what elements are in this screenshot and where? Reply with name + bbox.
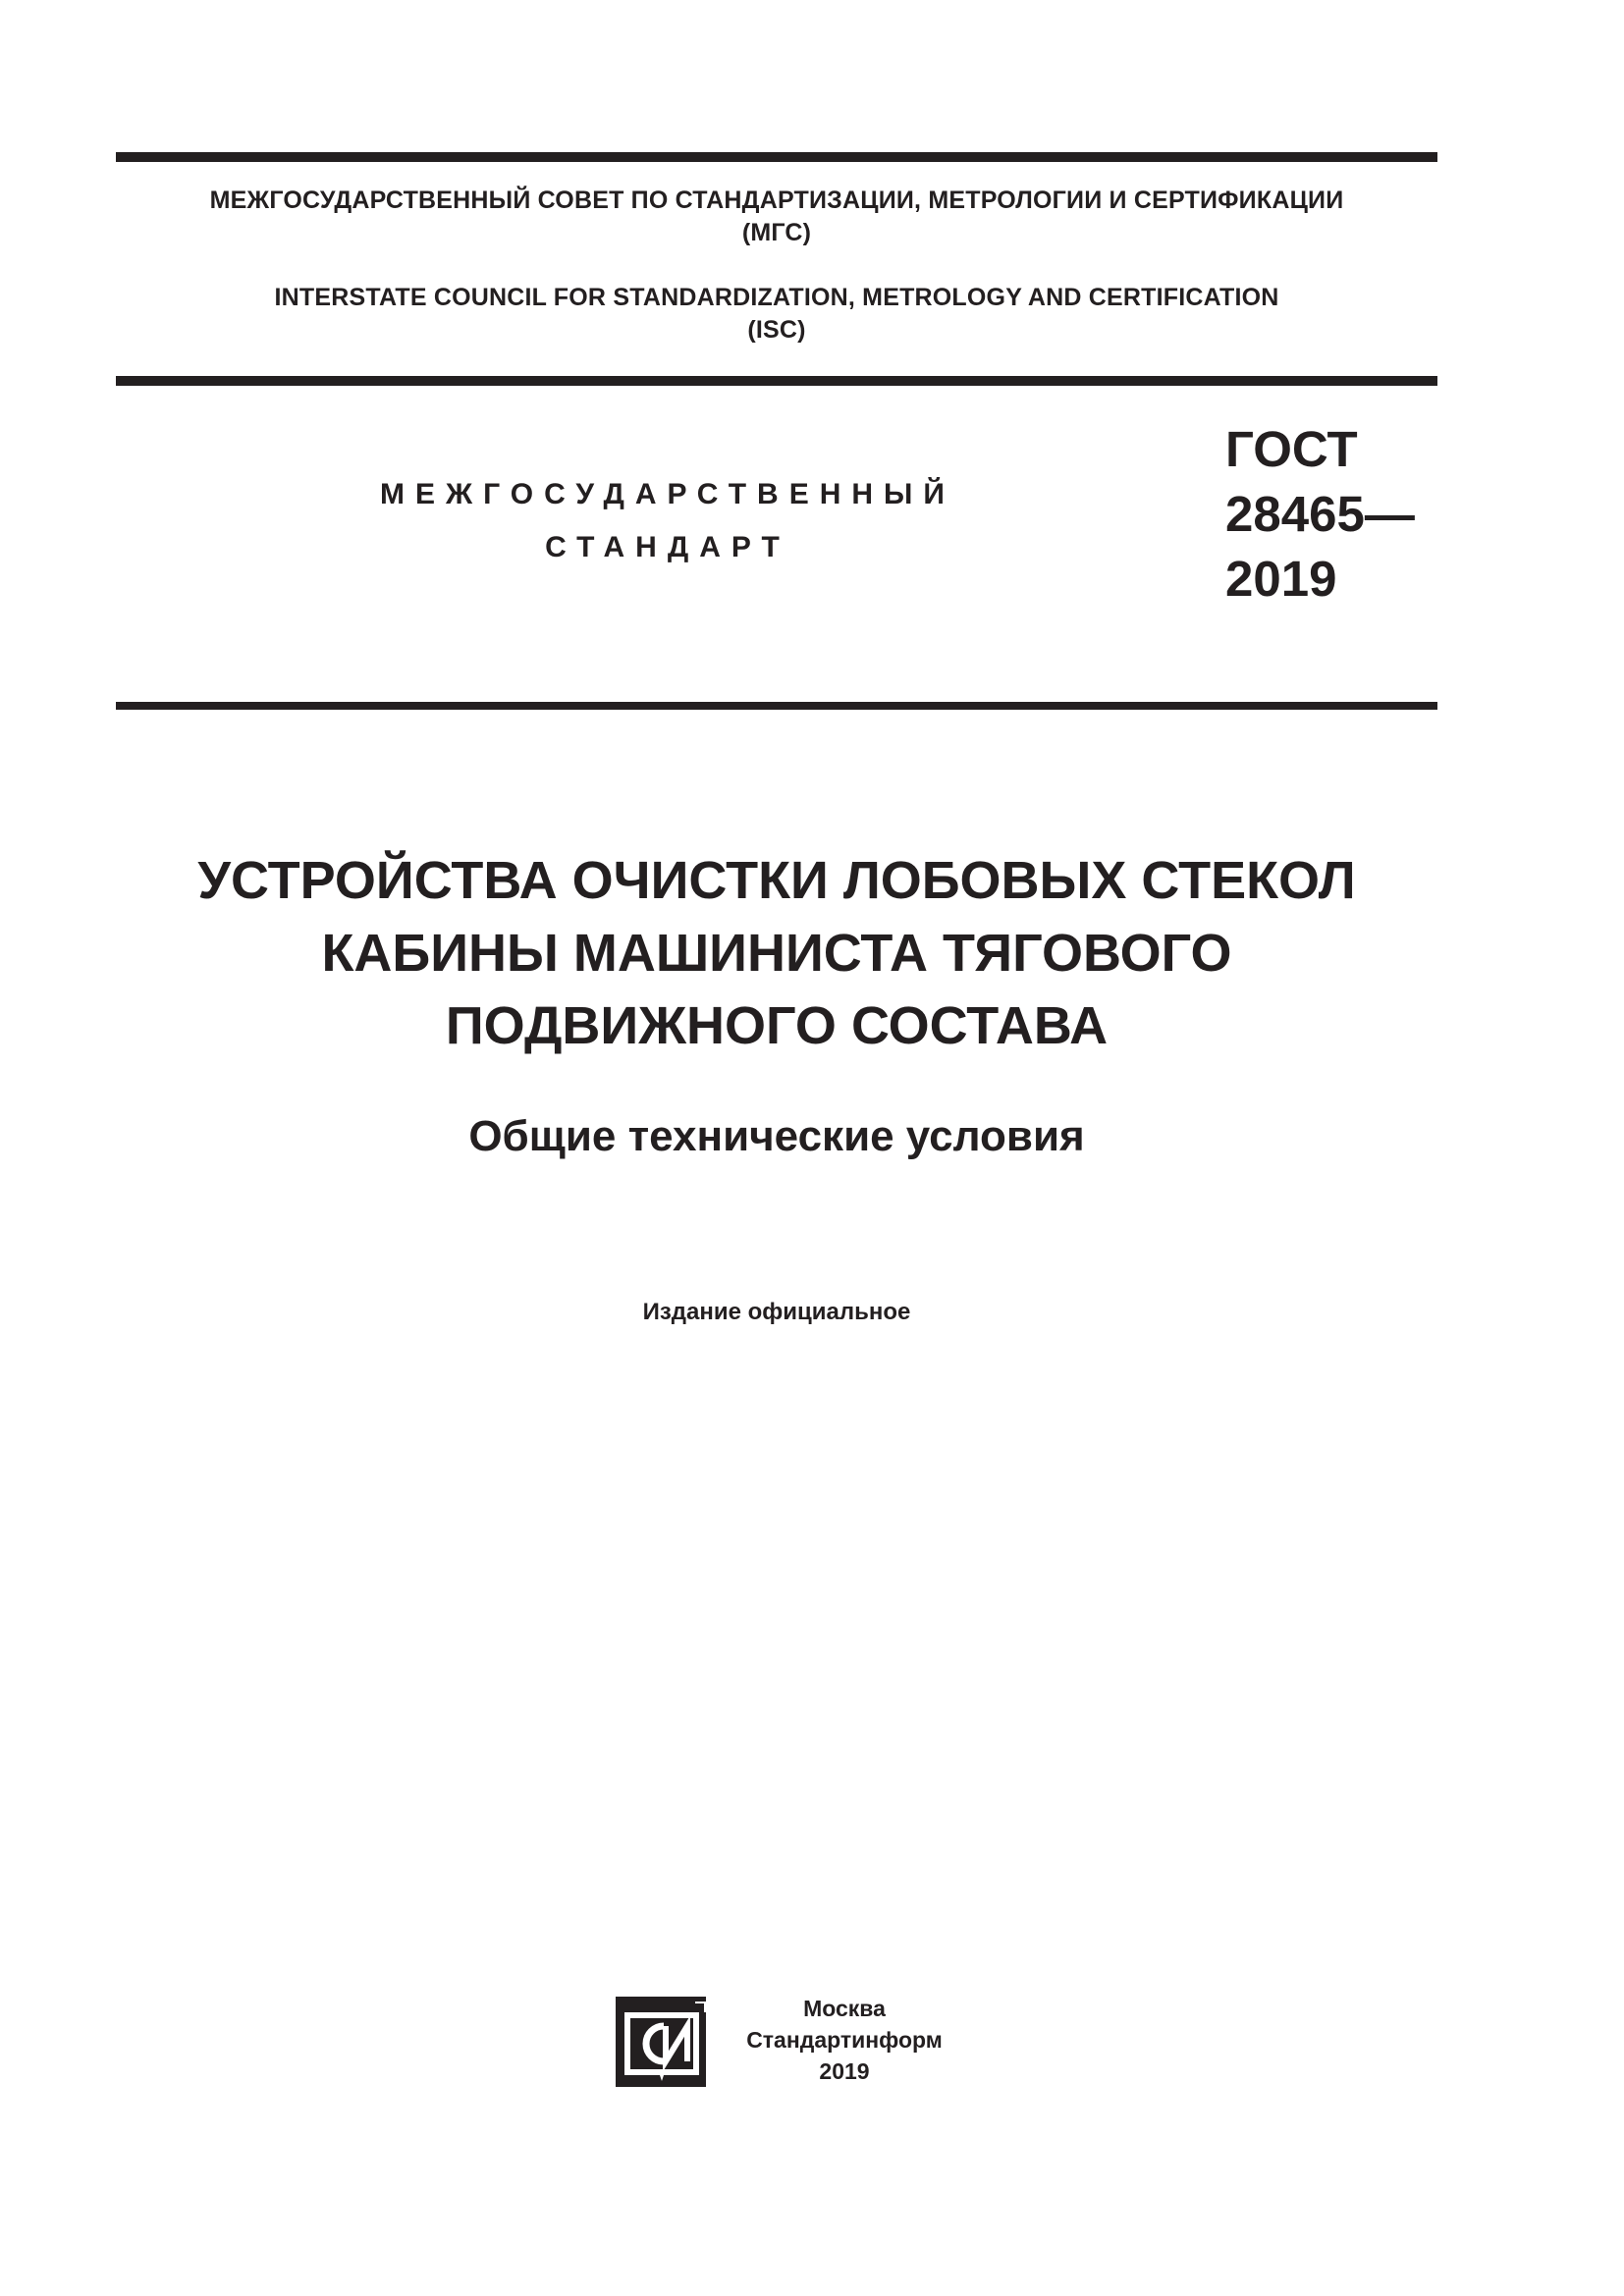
- document-title: [116, 844, 1437, 1062]
- imprint-city: Москва: [803, 1996, 886, 2021]
- standard-type-line1: МЕЖГОСУДАРСТВЕННЫЙ: [380, 478, 955, 510]
- council-ru-abbr: (МГС): [741, 219, 812, 246]
- imprint-year: 2019: [819, 2058, 870, 2084]
- gost-number: 28465—: [1225, 486, 1415, 542]
- standartinform-logo-icon: [613, 1993, 711, 2091]
- edition-note: Издание официальное: [642, 1299, 911, 1325]
- document-subtitle: Общие технические условия: [468, 1112, 1085, 1160]
- council-en-abbr: (ISC): [747, 316, 806, 344]
- title-line1: УСТРОЙСТВА ОЧИСТКИ ЛОБОВЫХ СТЕКОЛ: [197, 851, 1356, 910]
- title-line3: ПОДВИЖНОГО СОСТАВА: [445, 996, 1109, 1055]
- top-rule: [116, 152, 1437, 162]
- middle-rule: [116, 376, 1437, 386]
- gost-designation: [1225, 417, 1415, 612]
- imprint-publisher: Стандартинформ: [746, 2027, 943, 2053]
- council-en-heading: [116, 282, 1437, 347]
- gost-label: ГОСТ: [1225, 421, 1358, 477]
- bottom-rule: [116, 702, 1437, 710]
- council-ru-heading: [116, 185, 1437, 249]
- council-en-name: INTERSTATE COUNCIL FOR STANDARDIZATION, METROLOGY AND CERTIFICATION: [274, 284, 1279, 311]
- standard-type-line2: СТАНДАРТ: [545, 531, 790, 563]
- council-ru-name: МЕЖГОСУДАРСТВЕННЫЙ СОВЕТ ПО СТАНДАРТИЗАЦИИ, МЕТРОЛОГИИ И СЕРТИФИКАЦИИ: [209, 187, 1344, 214]
- title-line2: КАБИНЫ МАШИНИСТА ТЯГОВОГО: [321, 924, 1232, 983]
- gost-year: 2019: [1225, 551, 1337, 607]
- imprint: [727, 1993, 962, 2087]
- standard-type: [265, 468, 1070, 574]
